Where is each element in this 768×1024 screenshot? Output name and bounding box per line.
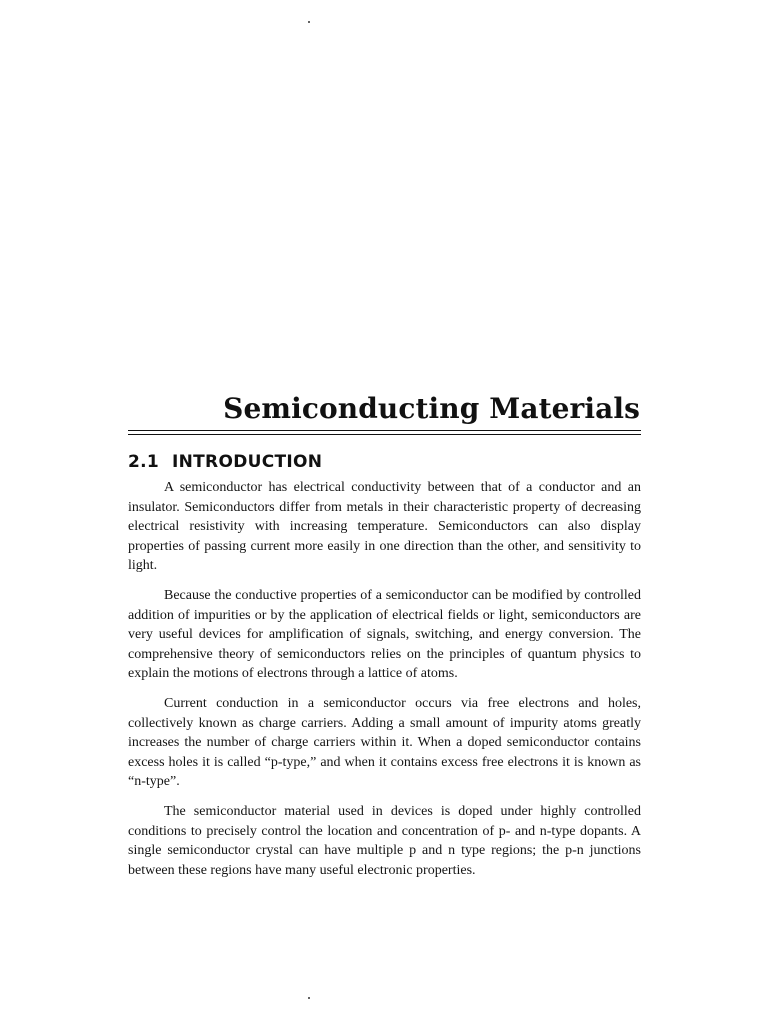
page-mark-bottom: [308, 997, 310, 999]
page-mark-top: [308, 21, 310, 23]
body-text: [128, 478, 641, 890]
paragraph: Current conduction in a semiconductor occurs via free electrons and holes, collectively known as charge carriers. Adding a small amount of impurity atoms greatly increases the number of charge carriers within it. When a doped semiconductor contains excess holes it is called “p-type,” and when it contains excess free electrons it is known as “n-type”.: [128, 695, 641, 790]
chapter-title: Semiconducting Materials: [223, 392, 640, 425]
section-title: INTRODUCTION: [172, 452, 323, 472]
paragraph: The semiconductor material used in devices is doped under highly controlled conditions to precisely control the location and concentration of p- and n-type dopants. A single semiconductor crystal can have multiple p and n type regions; the p-n junctions between these regions have many useful electronic properties.: [128, 803, 641, 878]
paragraph: A semiconductor has electrical conductivity between that of a conductor and an insulator. Semiconductors differ from metals in their characteristic property of decreasing electrical resistivity with increasing temperature. Semiconductors can also display properties of passing current more easily in one direction than the other, and sensitivity to light.: [128, 480, 641, 574]
section-number: 2.1: [128, 452, 160, 472]
section-heading: [128, 452, 322, 472]
title-double-rule: [128, 430, 641, 435]
paragraph: Because the conductive properties of a semiconductor can be modified by controlled addition of impurities or by the application of electrical fields or light, semiconductors are very useful devices for amplification of signals, switching, and energy conversion. The comprehensive theory of semiconductors relies on the principles of quantum physics to explain the motions of electrons through a lattice of atoms.: [128, 587, 641, 682]
